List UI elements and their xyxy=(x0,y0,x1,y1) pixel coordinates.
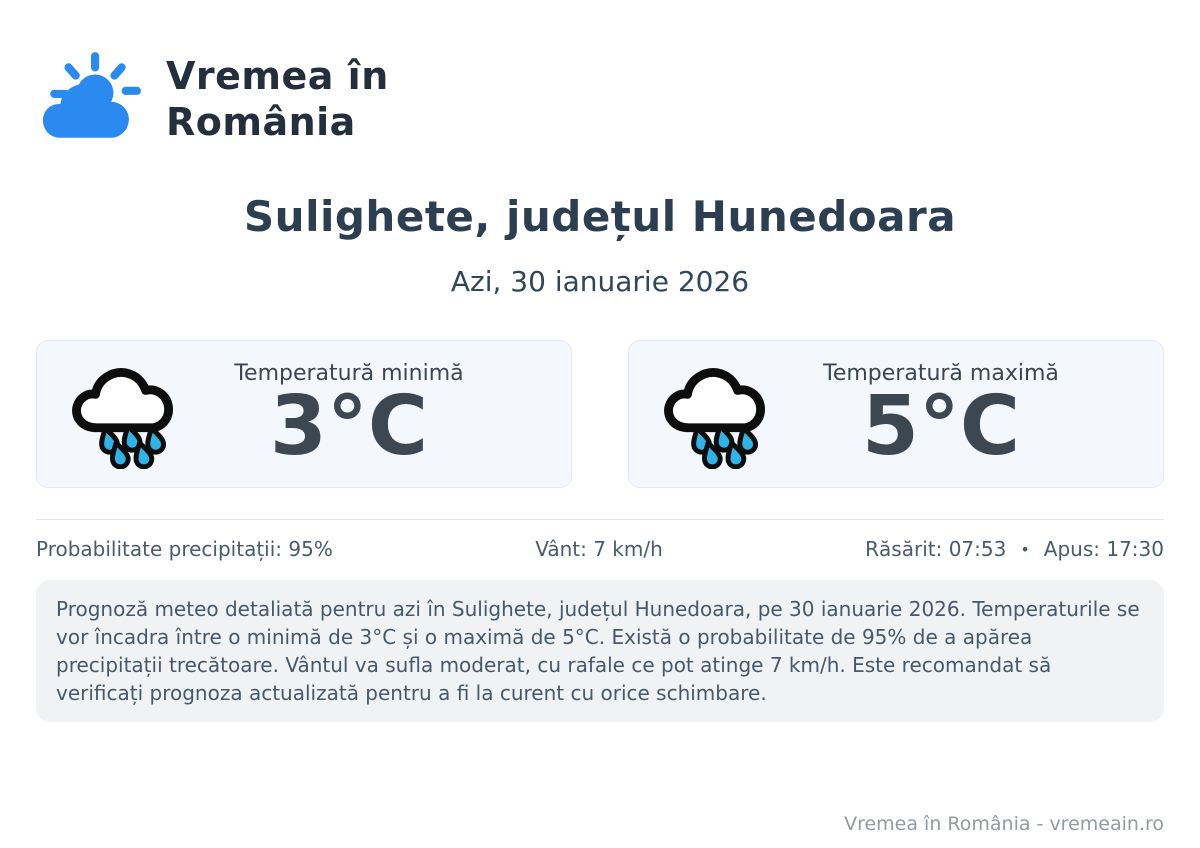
temperature-cards xyxy=(36,340,1164,488)
page-title: Sulighete, județul Hunedoara xyxy=(243,192,957,241)
precipitation-stat: Probabilitate precipitații: 95% xyxy=(36,537,333,561)
site-title-line2: România xyxy=(166,100,356,144)
sun-times-stat xyxy=(865,537,1164,561)
site-logo[interactable] xyxy=(40,48,389,150)
forecast-description: Prognoză meteo detaliată pentru azi în Sulighete, județul Hunedoara, pe 30 ianuarie 2026. Temperaturile se vor încadra între o minimă de 3°C și o maximă de 5°C. Există o probabilitate de 95% de a apărea precipitații trecătoare. Vântul va sufla moderat, cu rafale ce pot atinge 7 km/h. Este recomandat să verificați prognoza actualizată pentru a fi la curent cu orice schimbare. xyxy=(36,580,1164,722)
min-temp-label: Temperatură minimă xyxy=(234,360,464,386)
sunset-stat: Apus: 17:30 xyxy=(1043,537,1164,561)
max-temp-body xyxy=(773,360,1139,474)
divider xyxy=(36,519,1164,520)
min-temp-body xyxy=(181,360,547,474)
date-subtitle: Azi, 30 ianuarie 2026 xyxy=(450,265,750,298)
min-temp-card xyxy=(36,340,572,488)
site-title xyxy=(166,53,389,146)
footer-credit: Vremea în România - vremeain.ro xyxy=(844,813,1164,835)
site-title-line1: Vremea în xyxy=(166,53,389,98)
min-temp-value: 3°C xyxy=(269,378,429,474)
wind-stat: Vânt: 7 km/h xyxy=(535,537,663,561)
max-temp-card xyxy=(628,340,1164,488)
max-temp-value: 5°C xyxy=(861,378,1021,474)
weather-page xyxy=(0,48,1200,722)
sun-cloud-icon xyxy=(40,48,142,150)
sunrise-stat: Răsărit: 07:53 xyxy=(865,537,1007,561)
max-temp-label: Temperatură maximă xyxy=(823,360,1059,386)
rain-cloud-icon xyxy=(659,359,773,469)
stats-row xyxy=(36,537,1164,561)
bullet-separator: • xyxy=(1020,539,1030,559)
rain-cloud-icon xyxy=(67,359,181,469)
